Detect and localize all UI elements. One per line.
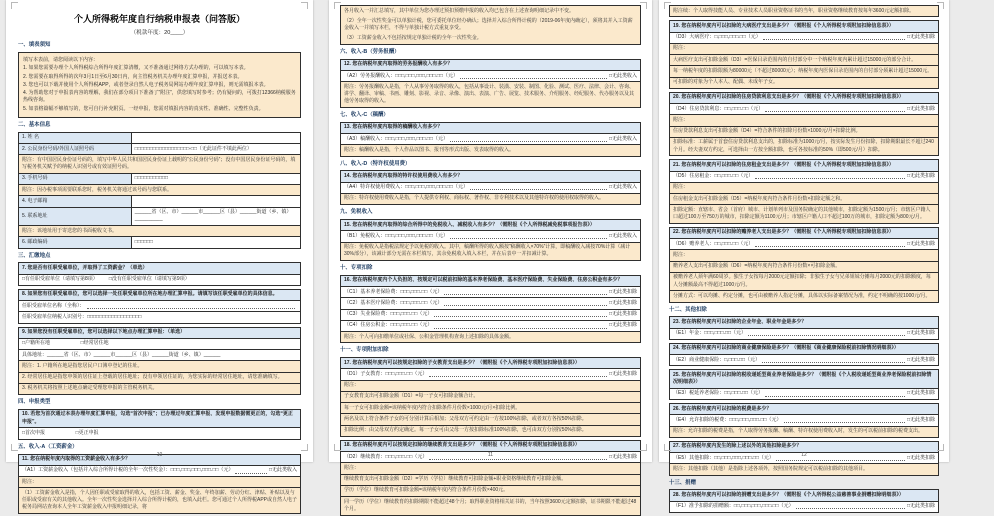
basic-info-table [18,132,301,249]
dotted-leader [765,396,905,397]
dotted-leader [763,39,905,40]
note-row: 附注： [19,477,300,488]
no-income-checkbox[interactable]: □无此类收入 [608,232,637,239]
question-block [340,122,641,157]
question-row: 22. 您在纳税年度内可以扣除的赡养老人支出是多少？（需附报《个人所得税专项附加扣除信息表》） [670,228,938,239]
note-row: 可扣除的对象为个人本人、配偶、未成年子女。 [670,78,938,88]
field-value[interactable] [131,132,300,143]
dotted-leader [748,335,905,336]
note-row: 附注： [670,250,938,261]
section-heading: 二、基本信息 [18,121,51,128]
note-row: 附注：因办税事项需要联系您时，税务机关将通过该号码与您联系。 [19,185,301,196]
note-row: 扣除比例：由父母双方约定确定。每一子女可由父母一方按扣除标准100%扣除，也可由双方分别按50%扣除。 [341,426,640,436]
question-block [18,289,301,324]
instructions-box [18,52,301,118]
answer-line[interactable] [341,134,640,145]
note-row: 继续教育支出可扣除金额（D2）=学历（学位）继续教育可扣除金额+职业资格继续教育可扣除金额。 [341,475,640,486]
no-income-checkbox[interactable]: □无此类收入 [608,72,637,79]
answer-text: （E5）其他扣除：□□,□□□,□□□,□□□.□□（元） [673,454,774,461]
section-heading: 六、收入-B（劳务报酬） [340,49,400,55]
answer-line[interactable] [670,172,938,183]
field-label: 4. 电子邮箱 [19,196,132,207]
question-block [669,20,939,89]
dotted-leader [784,422,905,423]
note-continuation-box [340,5,641,45]
note-row: 附注：免税收入是指税法规定予以免税的收入。其中，稿酬所得的收入额按“稿酬收入×70%”计算，即稿酬收入减按70%计算（减计30%部分），该减计部分无需在本栏填写，其余免税收入填入本栏，并在后表中一并扣减计算。 [341,243,640,261]
answer-line[interactable] [670,502,938,512]
section-heading: 十二、其他扣除 [669,306,707,313]
margin-mark [334,444,341,451]
question-block [18,409,301,440]
dotted-leader [762,362,905,363]
note-row: 被赡养老人须年满60周岁。独生子女按每月2000元定额扣除；非独生子女与兄弟姐妹分摊每月2000元的扣除额度，每人分摊额最高不得超过1000元/月。 [670,273,938,292]
no-income-checkbox[interactable]: □无此类收入 [608,184,637,191]
answer-line[interactable] [341,321,640,332]
answer-line[interactable] [670,389,938,399]
no-income-checkbox[interactable]: □无此类扣除 [608,299,637,306]
no-income-checkbox[interactable]: □无此类扣除 [608,311,637,318]
answer-text: （C3）失业保险费：□□□,□□□.□□（元） [344,311,433,318]
answer-text: 任职受雇单位纳税人识别号：□□□□□□□□□□□□□□□□□□ [22,313,142,320]
note-row: 分摊方式：可以均摊、约定分摊，也可由被赡养人指定分摊，具体以实际备案情况为准，约定不明确的按1000元/月。 [670,291,938,301]
question-block [669,92,939,157]
checkbox-option-row[interactable] [19,428,300,438]
section-heading: 五、收入-A（工资薪金） [18,443,78,450]
section-heading: 一、填表须知 [18,42,51,49]
section-heading: 十一、专项附加扣除 [340,347,389,354]
section-heading: 四、申报类型 [18,399,51,406]
margin-mark [937,2,944,9]
field-label: 3. 手机号码 [19,173,132,184]
note-line: （2）全年一次性奖金可以单独计税，您可委托单位经办确认；选择并入综合所得计税的（2019-06年度内确定），须将其并入工资薪金收入一并填写本栏，不得与单独计税方式重复享受。 [341,16,640,34]
field-value[interactable]: ______省（区、市）______市______区（县）______街道（乡、镇）__________ [131,207,300,226]
note-line: 附注续：个人取得技能人员、专业技术人员职业资格证书的当年，职业资格继续教育按每年3600元定额扣除。 [670,6,938,16]
no-income-checkbox[interactable]: □无此类扣除 [906,34,935,40]
no-income-checkbox[interactable]: □无此类扣除 [906,416,935,423]
checkbox-option-row[interactable] [19,275,300,285]
question-row: 18. 您在纳税年度内可以按规定扣除的继续教育支出是多少？（需附报《个人所得税专项附加扣除信息表》） [341,441,640,452]
answer-line[interactable] [341,71,640,82]
note-row: 附注： [670,44,938,55]
note-row: 附注：个人可向扣缴单位或社保、公积金管理机构查询上述扣除的具体金额。 [341,332,640,342]
question-block [669,159,939,224]
no-income-checkbox[interactable]: □无此类扣除 [608,370,637,377]
margin-mark [640,444,647,451]
question-row: 8. 如果您有任职受雇单位，您可以选择一处任职受雇单位所在地办理汇算申报。请填写该任职受雇单位的具体信息。 [19,290,300,301]
instruction-line: 填写本表前，请您阅读以下内容： [23,57,99,64]
question-block [669,369,939,400]
margin-mark [937,444,944,451]
answer-text: （A1）工资薪金收入（包括并入综合所得计税的全年一次性奖金）：□□□,□□□,□□□,□□□.□□（元） [22,467,234,474]
note-row: 每一纳税年度的扣除限额为80000元（不超过80000元）；纳税年度内医保目录范围内的自付部分须累计超过15000元。 [670,66,938,77]
no-income-checkbox[interactable]: □无此类扣除 [906,390,935,397]
answer-line[interactable] [341,183,640,194]
note-row: 住房租金支出可扣除金额（D5）=纳税年度内符合条件月份数×扣除定额之和。 [670,194,938,205]
answer-line[interactable] [670,415,938,426]
question-block [669,316,939,340]
field-label: 5. 联系地址 [19,207,132,226]
dotted-leader [765,111,905,112]
field-label: 1. 姓 名 [19,132,132,143]
note-row: 2. 经常居住地是指您申领的居住证上登载的居住地址；没有申领居住证的，为您实际的经常居住地址，请您准确填写。 [19,373,300,384]
page-number: 12 [801,451,807,458]
answer-text: （D6）赡养老人：□□,□□□.□□（元） [673,240,754,247]
dotted-leader [434,328,607,329]
field-value[interactable]: □□□□□□ [131,237,300,248]
note-row: 赡养老人支出可扣除金额（D6）=纳税年度内符合条件月份数×可扣除金额。 [670,262,938,273]
answer-line[interactable] [341,310,640,321]
note-row: 大病医疗支出可扣除金额（D3）=医保目录范围内的自付部分中一个纳税年度内累计超过15000元的部分合计。 [670,55,938,66]
dotted-leader [87,308,295,309]
page-number: 10 [156,451,163,458]
note-line: （3）工资薪金收入不包括按规定单独计税的全年一次性奖金。 [341,34,640,44]
table-row [19,226,301,237]
section-heading: 八、收入-D（特许权使用费） [340,160,411,167]
question-row: 12. 您在纳税年度内取得的劳务报酬收入有多少？ [341,60,640,71]
no-income-checkbox[interactable]: □无此类扣除 [608,322,637,329]
field-value[interactable] [131,196,300,207]
question-block [340,59,641,108]
note-continuation-box [669,5,939,17]
answer-line[interactable] [670,329,938,339]
field-label: 6. 邮政编码 [19,237,132,248]
question-block [340,275,641,344]
answer-text: 具体地址：______省（区、市）______市______区（县）______街道（乡、镇）______ [22,351,221,358]
no-income-checkbox[interactable]: □无此类扣除 [608,453,637,460]
no-income-checkbox[interactable]: □无此类扣除 [906,356,935,363]
dotted-leader [470,189,607,190]
table-row [19,185,301,196]
dotted-leader [429,459,607,460]
page-title: 个人所得税年度自行纳税申报表（问答版） [73,14,245,24]
instruction-line: 5. 如表格篇幅不够填写的，您可自行补充附页。一经申报，您需对填报内容的真实性、准确性、完整性负责。 [23,105,264,112]
dotted-leader [429,376,607,377]
table-row [19,173,301,184]
margin-mark [640,2,647,9]
note-row: 扣除标准：工薪属于首套住房贷款利息支出的，扣除标准为1000元/月，按实际发生月份扣除，扣除期限最长不超过240个月。经夫妻双方约定，可选择由一方按全额扣除，也可各按标准的50%（即500元/月）扣除。 [670,138,938,156]
margin-mark [334,2,341,9]
question-row: 26. 您在纳税年度内可以扣除的税费是多少？ [670,404,938,415]
note-row: 同一学历（学位）继续教育的扣除期限不能超过48个月；取得职业资格相关证书的，当年按照3600元定额扣除，证书期限不能超过48个月。 [341,497,640,515]
question-row: 20. 您在纳税年度内可以扣除的住房贷款利息支出是多少？（需附报《个人所得税专项附加扣除信息表》） [670,93,938,104]
note-row: 子女教育支出可扣除金额（D1）=每一子女可扣除金额合计。 [341,392,640,403]
answer-line [19,312,300,322]
note-row: （1）工资薪金收入是指，个人因任职或受雇取得的收入，包括工资、薪金、奖金、年终加薪、劳动分红、津贴、补贴以及与任职或受雇有关的其他收入。全年一次性奖金选择并入综合所得计税的，也填入此栏。您可通过个人所得税APP或自然人电子税务局网站查询本人全年工资薪金收入申报明细记录，将 [19,488,300,513]
no-income-checkbox[interactable]: □无此类扣除 [906,454,935,461]
answer-text: （E2）商业健康保险：□,□□□.□□（元） [673,356,761,363]
note-row: 附注：其他扣除（其他）是指除上述各项外，按照国务院规定可以税前扣除的其他项目。 [670,464,938,474]
page-number: 11 [487,451,494,458]
no-income-checkbox[interactable]: □无此类扣除 [906,240,935,247]
question-row: 25. 您在纳税年度内可以扣除的税收递延型商业养老保险是多少？（需附报《个人税收递延型商业养老保险税前扣除情况明细表》） [670,370,938,389]
answer-text: （E4）允许扣除的税费：□□□,□□□,□□□.□□（元） [673,416,782,423]
question-row: 14. 您在纳税年度内取得的特许权使用费收入有多少？ [341,171,640,182]
table-row [19,237,301,248]
dotted-leader [444,294,607,295]
checkbox-option-row[interactable] [19,339,300,350]
question-row: 21. 您在纳税年度内可以扣除的住房租金支出是多少？（需附报《个人所得税专项附加扣除信息表》） [670,160,938,171]
note-row: 扣除定额：直辖市、省会（首府）城市、计划单列市及国务院确定的其他城市，扣除定额为1500元/月；市辖区户籍人口超过100万至750万的城市，扣除定额为1100元/月；市辖区户籍人口不超过100万的城市，扣除定额为800元/月。 [670,205,938,223]
question-block [340,219,641,261]
note-row: 附注：允许扣除的税费是指，个人取得劳务报酬、稿酬、特许权使用费收入时，发生的可以税前扣除的税费支出。 [670,427,938,437]
no-income-checkbox[interactable]: □无此类扣除 [608,288,637,295]
answer-text: （B1）免税收入：□□□,□□□,□□□,□□□.□□（元） [344,232,448,239]
checkbox-option: □有任职受雇单位（请填写第8项） □没有任职受雇单位（请填写第9项） [22,276,190,283]
answer-text: （C1）基本养老保险费：□□□,□□□.□□（元） [344,288,443,295]
note-row: 两名及以上符合条件子女的可分别计算后相加；父母双方可约定由一方按100%扣除，或者双方各按50%扣除。 [341,414,640,425]
note-row: 附注：有中国居民身份证号码的，填写中华人民共和国居民身份证上载明的“公民身份号码”；没有中国居民身份证号码的，填写税务机关赋予的纳税人识别号或有效证照号码。 [19,155,301,174]
question-block [340,357,641,437]
note-row: 附注：1. 户籍所在地是指您居民户口簿中登记的住址。 [19,361,300,372]
dotted-leader [776,460,905,461]
section-heading: 十三、捐赠 [669,479,696,486]
note-row: 附注： [341,381,640,392]
question-row: 10. 若您为首次通过本表办理年度汇算申报，勾选“首次申报”；已办理过年度汇算申报、发现申报数据需更正的，勾选“更正申报”。 [19,410,300,429]
dotted-leader [450,141,607,142]
answer-line[interactable] [670,239,938,250]
table-row [19,155,301,174]
question-block [669,489,939,513]
margin-mark [301,2,308,9]
question-row: 7. 您是否有任职受雇单位，并取得了工资薪金？（单选） [19,263,300,274]
question-block [340,170,641,205]
answer-line[interactable] [341,298,640,309]
answer-text: （D5）住房租金：□□,□□□.□□（元） [673,173,754,179]
question-row: 27. 您在纳税年度内发生的除上述以外的其他扣除是多少？ [670,442,938,453]
note-row: 附注：稿酬收入是指，个人作品以图书、报刊等形式出版、发表取得的收入。 [341,145,640,155]
question-row: 11. 您在纳税年度内取得的工资薪金收入有多少？ [19,455,300,466]
note-row: 附注：该地址用于寄送您的书面税收文书。 [19,226,301,237]
answer-text: 任职受雇单位名称（全称）： [22,302,85,309]
answer-text: （A2）劳务报酬收入：□□□,□□□,□□□,□□□.□□（元） [344,72,458,79]
section-heading: 三、汇缴地点 [18,252,51,259]
note-row: 每一子女可扣除金额=该纳税年度内符合扣除条件月份数×1000元/月×扣除比例。 [341,403,640,414]
note-row: 住房贷款利息支出可扣除金额（D4）=符合条件的扣除月份数×1000元/月×扣除比例。 [670,127,938,138]
question-block [669,343,939,367]
answer-text: （D4）住房贷款利息：□□,□□□.□□（元） [673,105,764,112]
page-2[interactable] [329,0,652,512]
question-row: 15. 您在纳税年度内取得的综合所得中的免税收入、减税收入有多少？（需附报《个人所得税减免税事项报告表》） [341,220,640,231]
section-heading: 七、收入-C（稿酬） [340,112,389,119]
section-heading: 九、免税收入 [340,209,373,216]
instruction-line: 2. 您需要在取得所得的次年3月1日至6月30日内，向主管税务机关办理年度汇算申报，并报送本表。 [23,73,243,80]
answer-line[interactable] [341,231,640,242]
dotted-leader [235,473,267,474]
note-row: 附注： [341,463,640,474]
question-row: 16. 您在纳税年度内个人负担的、按规定可以税前扣除的基本养老保险费、基本医疗保险费、失业保险费、住房公积金有多少？ [341,276,640,287]
answer-line[interactable] [341,369,640,380]
answer-text: （A4）特许权使用费收入：□□□,□□□,□□□,□□□.□□（元） [344,184,468,191]
answer-text: （C2）基本医疗保险费：□□□,□□□.□□（元） [344,299,443,306]
margin-mark [11,2,18,9]
answer-line [19,350,300,361]
answer-text: （E3）税延养老保险：□□,□□□.□□（元） [673,390,764,397]
dotted-leader [434,316,607,317]
question-block [669,227,939,303]
answer-text: （F1）准予扣除的捐赠额：□□,□□□,□□□,□□□.□□（元） [673,503,794,510]
note-line: 各月收入一并汇总填写，其中单位为您办理过预扣预缴申报的收入均已包含在上述查询明细记录中不变。 [341,6,640,16]
no-income-checkbox[interactable]: □无此类扣除 [906,503,935,510]
field-label: 2. 公民身份号码/外国人证照号码 [19,144,132,155]
question-row: 17. 您在纳税年度内可以按规定扣除的子女教育支出是多少？（需附报《个人所得税专项附加扣除信息表》） [341,358,640,369]
question-row: 23. 您在纳税年度内可以扣除的企业年金、职业年金是多少？ [670,317,938,328]
note-row: 附注： [670,115,938,126]
answer-text: （D3）大病医疗：□,□□□,□□□.□□（元） [673,34,761,40]
checkbox-option: □户籍所在地 □经常居住地 [22,340,109,347]
answer-line[interactable] [341,287,640,298]
page-1[interactable] [6,0,313,511]
no-income-checkbox[interactable]: □无此类收入 [268,467,297,474]
no-income-checkbox[interactable]: □无此类扣除 [906,330,935,337]
field-value[interactable]: □□□□□□□□□□□ [131,173,300,184]
dotted-leader [460,78,607,79]
page-subtitle: （税款年度：20____） [130,30,189,37]
answer-line[interactable] [19,301,300,312]
note-row: 3. 税务机关将按照上述地点确定受理您申报的主管税务机关。 [19,384,300,394]
section-heading: 十、专项扣除 [340,265,373,272]
note-row: 附注：劳务报酬收入是指，个人从事劳务取得的收入，包括从事设计、装潢、安装、制图、化验、测试、医疗、法律、会计、咨询、讲学、翻译、审稿、书画、雕刻、影视、录音、录像、演出、表演、广告、展览、技术服务、介绍服务、经纪服务、代办服务以及其他劳务取得的收入。 [341,82,640,107]
answer-line[interactable] [670,104,938,115]
table-row [19,144,301,155]
answer-text: （C4）住房公积金：□□□,□□□.□□（元） [344,322,433,329]
answer-line[interactable] [670,355,938,365]
question-row: 19. 您在纳税年度内可以扣除的大病医疗支出是多少？（需附报《个人所得税专项附加扣除信息表》） [670,21,938,32]
dotted-leader [796,508,905,509]
question-block [669,403,939,438]
page-3[interactable] [659,0,949,510]
instruction-line: 1. 如果您需要办理个人所得税综合所得年度汇算清缴，又不准备通过网络方式办理的，可以填写本表。 [23,65,249,72]
question-block [18,454,301,515]
margin-mark [301,444,308,451]
question-block [18,262,301,286]
note-row: 学历（学位）继续教育可扣除金额=该纳税年度内符合条件月份数×400元。 [341,486,640,497]
dotted-leader [450,238,607,239]
instruction-line: 4. 为帮助您对于申报表内容的理解，我们在部分项目下准备了“附注”，供您填写时参考；仍有疑问的，可拨打12366纳税服务热线咨询。 [23,90,296,104]
answer-text: （E1）年金：□□□,□□□.□□（元） [673,330,747,337]
table-row [19,132,301,143]
field-value[interactable]: □□□□□□□□□□□□□□□□□□-□□（无此证件不填此两位） [131,144,300,155]
no-income-checkbox[interactable]: □无此类扣除 [906,105,935,112]
answer-line[interactable] [19,466,300,477]
margin-mark [664,2,671,9]
no-income-checkbox[interactable]: □无此类扣除 [906,173,935,179]
note-row: 附注：特许权使用费收入是指，个人提供专利权、商标权、著作权、非专利技术以及其他特许权的使用权取得的收入。 [341,194,640,204]
table-row [19,207,301,226]
answer-line[interactable] [670,33,938,44]
instruction-line: 3. 您也可以下载并使用个人所得税APP，或者登录自然人电子税务局网站办理年度汇算申报，则无需填报本表。 [23,81,269,88]
margin-mark [664,444,671,451]
dotted-leader [755,178,905,179]
dotted-leader [755,246,905,247]
question-row: 28. 您在纳税年度内可以扣除的捐赠支出是多少？（需附报《个人所得税公益慈善事业捐赠扣除明细表》） [670,490,938,501]
checkbox-option: □首次申报 □更正申报 [22,429,99,436]
no-income-checkbox[interactable]: □无此类收入 [608,135,637,142]
question-row: 9. 如果您没有任职受雇单位，您可以选择以下地点办理汇算申报：（单选） [19,328,300,339]
question-row: 24. 您在纳税年度内可以扣除的商业健康保险是多少？（需附报《商业健康保险税前扣除情况明细表》） [670,344,938,355]
answer-text: （A3）稿酬收入：□□□,□□□,□□□,□□□.□□（元） [344,135,448,142]
dotted-leader [444,305,607,306]
answer-text: （D2）继续教育：□□□,□□□.□□（元） [344,453,428,460]
answer-text: （D1）子女教育：□□□,□□□.□□（元） [344,370,428,377]
note-row: 附注： [670,183,938,194]
question-block [18,327,301,396]
question-row: 13. 您在纳税年度内取得的稿酬收入有多少？ [341,123,640,134]
margin-mark [11,444,18,451]
table-row [19,196,301,207]
